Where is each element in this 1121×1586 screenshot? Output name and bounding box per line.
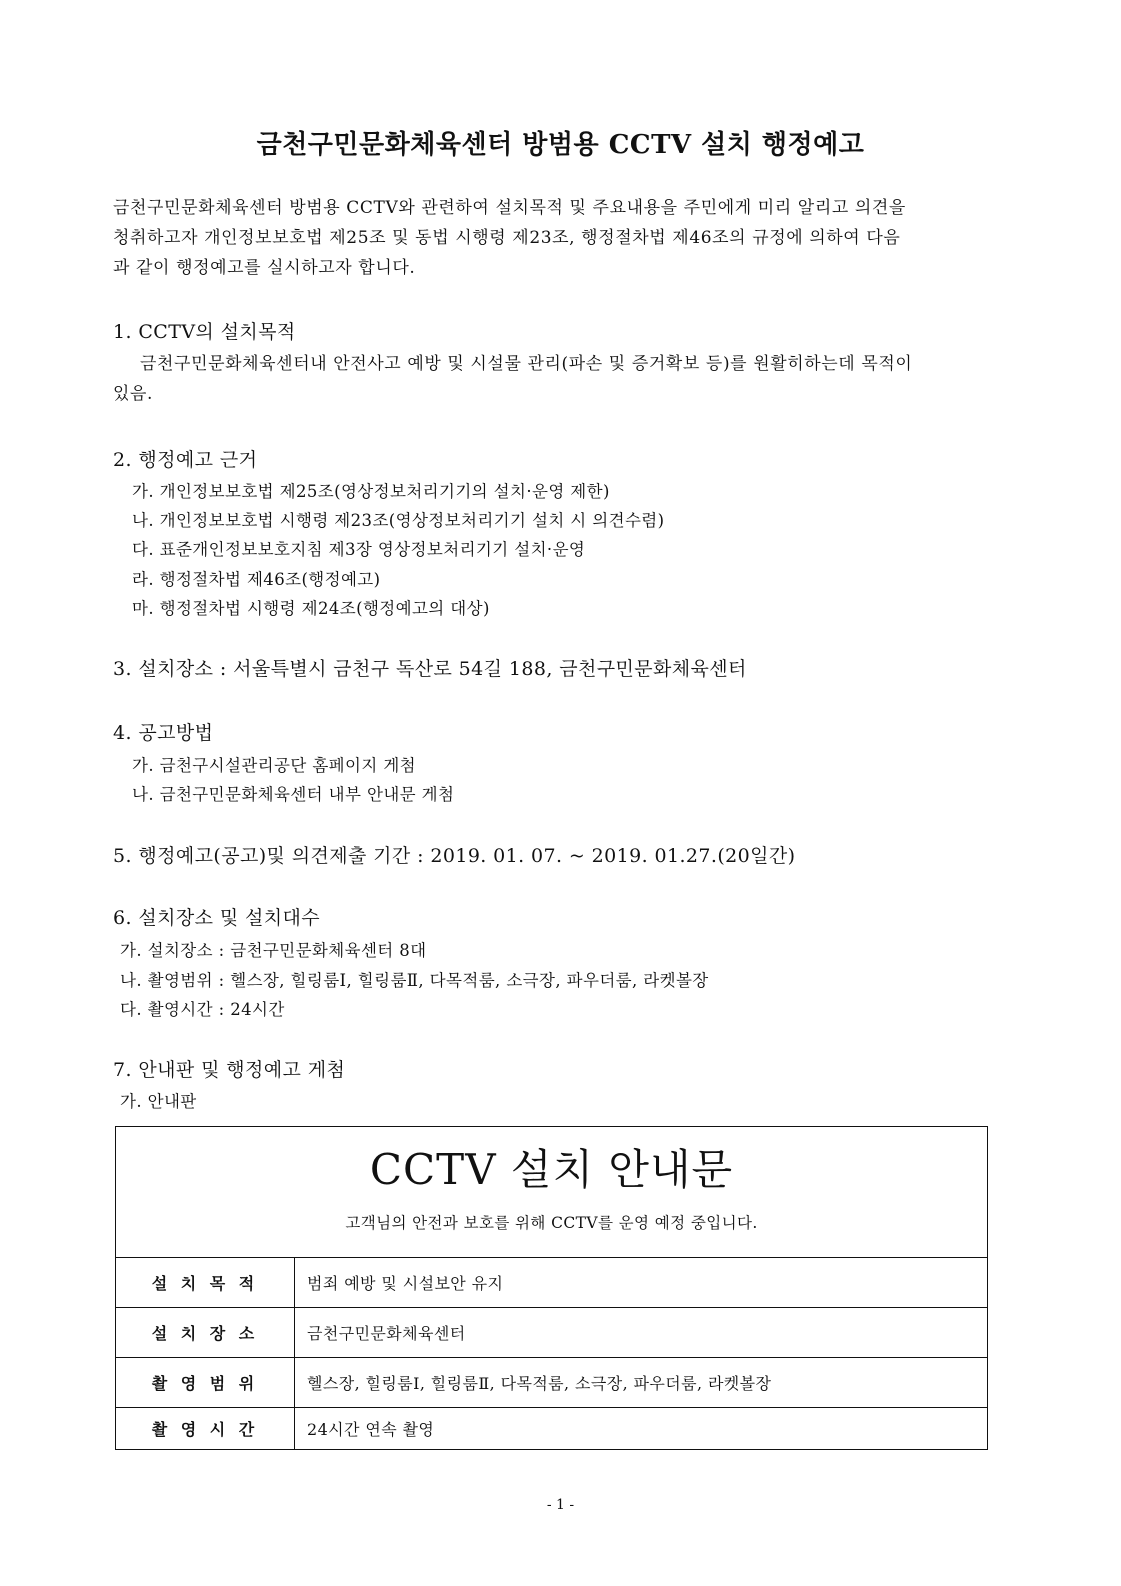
row-label: 촬 영 범 위 <box>116 1358 295 1408</box>
row-label: 설 치 장 소 <box>116 1308 295 1358</box>
list-item: 다. 촬영시간 : 24시간 <box>120 1000 285 1019</box>
row-value: 금천구민문화체육센터 <box>295 1308 988 1358</box>
list-item: 나. 금천구민문화체육센터 내부 안내문 게첨 <box>132 785 455 804</box>
table-row <box>116 1408 987 1450</box>
notice-title: CCTV 설치 안내문 <box>369 1145 734 1194</box>
list-item: 가. 설치장소 : 금천구민문화체육센터 8대 <box>120 941 427 960</box>
notice-subtitle: 고객님의 안전과 보호를 위해 CCTV를 운영 예정 중입니다. <box>345 1214 758 1232</box>
table-row <box>116 1258 987 1308</box>
cctv-notice-board <box>115 1126 988 1450</box>
intro-line: 과 같이 행정예고를 실시하고자 합니다. <box>113 258 416 278</box>
row-value: 24시간 연속 촬영 <box>295 1408 988 1450</box>
list-item: 라. 행정절차법 제46조(행정예고) <box>132 570 381 589</box>
section-heading-location: 3. 설치장소 : 서울특별시 금천구 독산로 54길 188, 금천구민문화체육센터 <box>113 658 747 680</box>
document-title: 금천구민문화체육센터 방범용 CCTV 설치 행정예고 <box>256 130 865 160</box>
section-heading-notice-method: 4. 공고방법 <box>113 722 214 744</box>
list-item: 가. 안내판 <box>120 1092 197 1111</box>
list-item: 가. 개인정보보호법 제25조(영상정보처리기기의 설치·운영 제한) <box>132 482 610 501</box>
section-heading-basis: 2. 행정예고 근거 <box>113 449 258 471</box>
page-number: - 1 - <box>546 1497 575 1513</box>
table-row <box>116 1308 987 1358</box>
table-row <box>116 1358 987 1408</box>
list-item: 나. 개인정보보호법 시행령 제23조(영상정보처리기기 설치 시 의견수렴) <box>132 511 665 530</box>
section-heading-signboard: 7. 안내판 및 행정예고 게첨 <box>113 1059 346 1081</box>
section-body-line: 있음. <box>113 384 154 404</box>
row-value: 범죄 예방 및 시설보안 유지 <box>295 1258 988 1308</box>
list-item: 나. 촬영범위 : 헬스장, 힐링룸Ⅰ, 힐링룸Ⅱ, 다목적룸, 소극장, 파우더룸, 라켓볼장 <box>120 971 709 990</box>
intro-line: 청취하고자 개인정보보호법 제25조 및 동법 시행령 제23조, 행정절차법 제46조의 규정에 의하여 다음 <box>113 228 901 248</box>
row-value: 헬스장, 힐링룸Ⅰ, 힐링룸Ⅱ, 다목적룸, 소극장, 파우더룸, 라켓볼장 <box>295 1358 988 1408</box>
section-body-line: 금천구민문화체육센터내 안전사고 예방 및 시설물 관리(파손 및 증거확보 등)를 원활히하는데 목적이 <box>140 354 913 374</box>
notice-info-table <box>116 1257 987 1449</box>
section-heading-install-count: 6. 설치장소 및 설치대수 <box>113 907 321 929</box>
list-item: 마. 행정절차법 시행령 제24조(행정예고의 대상) <box>132 599 490 618</box>
row-label: 촬 영 시 간 <box>116 1408 295 1450</box>
intro-line: 금천구민문화체육센터 방범용 CCTV와 관련하여 설치목적 및 주요내용을 주민에게 미리 알리고 의견을 <box>113 198 906 218</box>
list-item: 가. 금천구시설관리공단 홈페이지 게첨 <box>132 756 417 775</box>
section-heading-period: 5. 행정예고(공고)및 의견제출 기간 : 2019. 01. 07. ~ 2019. 01.27.(20일간) <box>113 845 796 867</box>
row-label: 설 치 목 적 <box>116 1258 295 1308</box>
section-heading-purpose: 1. CCTV의 설치목적 <box>113 321 296 343</box>
list-item: 다. 표준개인정보보호지침 제3장 영상정보처리기기 설치·운영 <box>132 540 586 559</box>
